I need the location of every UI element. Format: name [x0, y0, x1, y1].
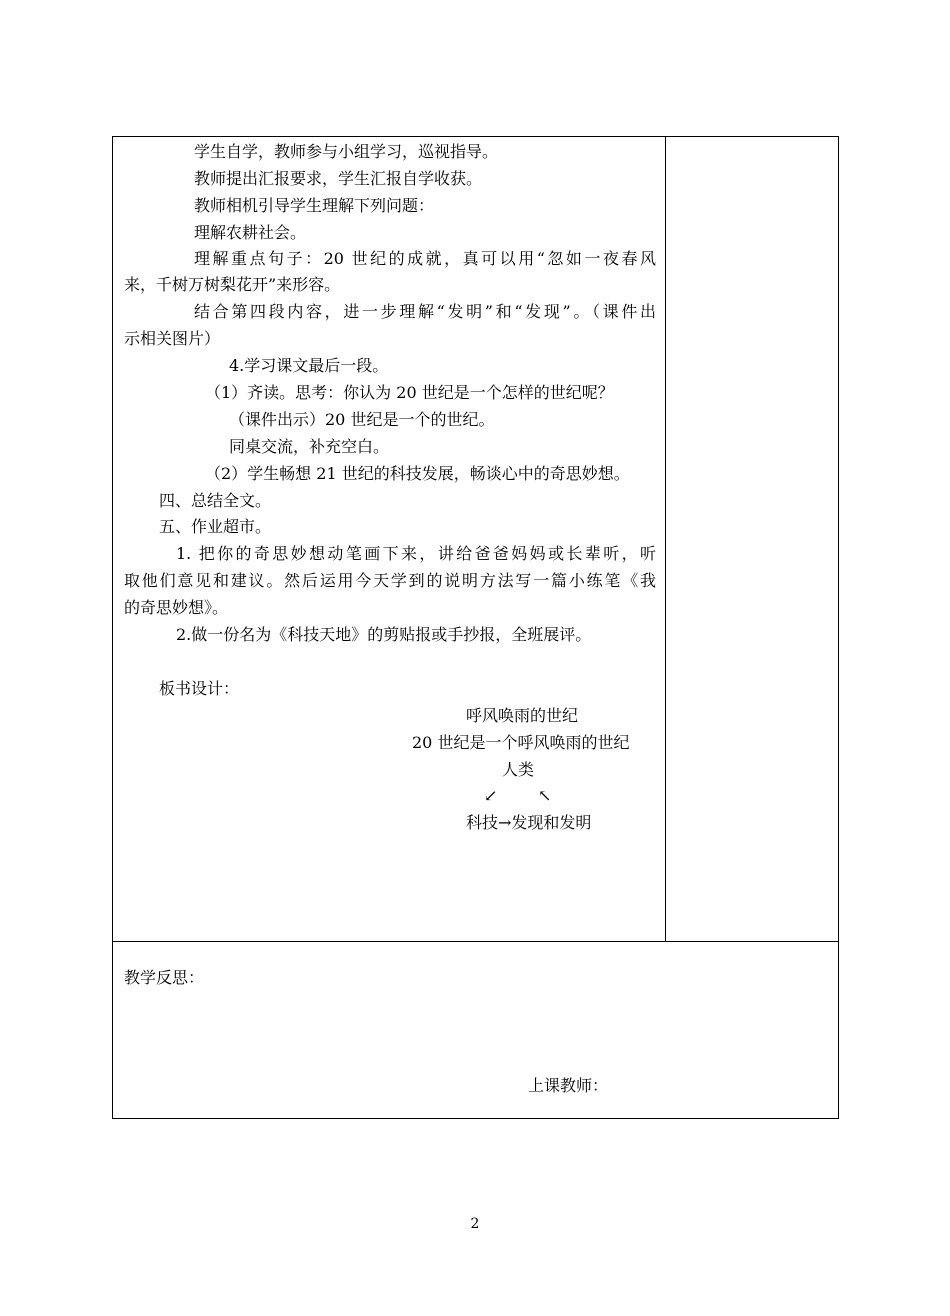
lesson-line: （2）学生畅想 21 世纪的科技发展，畅谈心中的奇思妙想。: [205, 464, 630, 483]
lesson-line: 教师提出汇报要求，学生汇报自学收获。: [194, 169, 483, 188]
lesson-line: 取他们意见和建议。然后运用今天学到的说明方法写一篇小练笔《我: [124, 571, 656, 590]
board-design-heading: 板书设计：: [159, 679, 240, 698]
lesson-line: （1）齐读。思考：你认为 20 世纪是一个怎样的世纪呢？: [205, 383, 614, 402]
lesson-line: 示相关图片）: [124, 329, 221, 348]
board-design-bottom: 科技→发现和发明: [466, 813, 592, 832]
lesson-line: 来，千树万树梨花开”来形容。: [124, 275, 341, 294]
board-design-humans: 人类: [502, 760, 535, 779]
page-number: 2: [470, 1216, 480, 1232]
lesson-line: （课件出示）20 世纪是一个的世纪。: [229, 410, 495, 429]
lesson-line: 理解重点句子：20 世纪的成就，真可以用“忽如一夜春风: [194, 249, 656, 268]
board-design-line: 20 世纪是一个呼风唤雨的世纪: [412, 733, 630, 752]
column-divider: [665, 136, 666, 942]
lesson-line: 1. 把你的奇思妙想动笔画下来，讲给爸爸妈妈或长辈听，听: [176, 544, 656, 563]
lesson-line: 结合第四段内容，进一步理解“发明”和“发现”。（课件出: [194, 302, 656, 321]
lesson-line: 的奇思妙想》。: [124, 598, 229, 617]
lesson-line: 五、作业超市。: [159, 517, 272, 536]
lesson-line: 2.做一份名为《科技天地》的剪贴报或手抄报，全班展评。: [176, 625, 592, 644]
lesson-line: 四、总结全文。: [159, 491, 272, 510]
arrow-down-left-icon: ↙: [484, 786, 498, 805]
lesson-line: 4.学习课文最后一段。: [229, 356, 389, 375]
lesson-line: 同桌交流，补充空白。: [229, 437, 390, 456]
lesson-line: 教师相机引导学生理解下列问题：: [194, 196, 435, 215]
arrow-up-left-icon: ↖: [538, 786, 552, 805]
teacher-label: 上课教师：: [528, 1076, 609, 1095]
lesson-line: 理解农耕社会。: [194, 223, 307, 242]
row-divider: [112, 941, 839, 942]
reflection-label: 教学反思：: [124, 968, 205, 987]
board-design-title: 呼风唤雨的世纪: [466, 706, 579, 725]
lesson-line: 学生自学，教师参与小组学习，巡视指导。: [194, 142, 499, 161]
